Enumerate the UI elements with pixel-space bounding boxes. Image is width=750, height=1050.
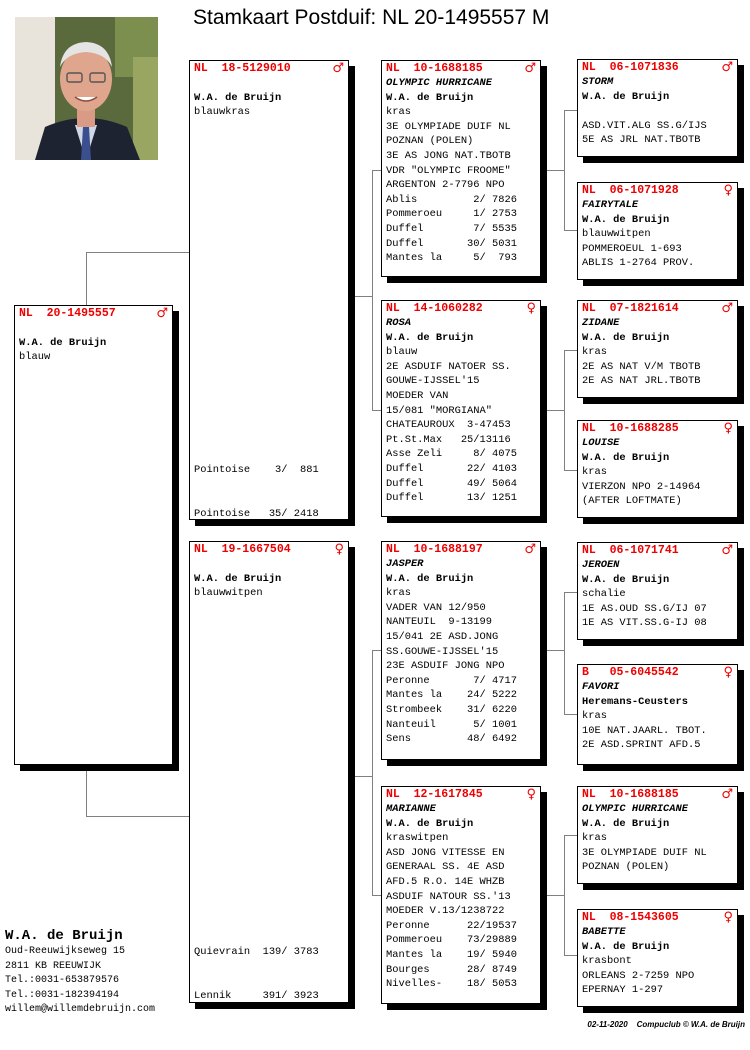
info-line: Strombeek 31/ 6220 (386, 703, 517, 716)
ring-number: NL 08-1543605 ♀ (582, 910, 733, 925)
sex-icon: ♂ (721, 60, 733, 75)
info-line: 1E AS.OUD SS.G/IJ 07 (582, 602, 707, 615)
owner-name: W.A. de Bruijn (582, 90, 670, 103)
info-line: Asse Zeli 8/ 4075 (386, 448, 517, 461)
info-line: ORLEANS 2-7259 NPO (582, 969, 695, 982)
sex-icon: ♀ (334, 542, 344, 557)
owner-name: W.A. de Bruijn (386, 817, 474, 830)
pigeon-card-sds[interactable] (577, 300, 738, 398)
pigeon-name: ROSA (386, 317, 411, 329)
connector (564, 592, 578, 593)
info-line: kras (386, 587, 411, 600)
pigeon-name: FAVORI (582, 681, 620, 693)
pigeon-name: ZIDANE (582, 317, 620, 329)
connector (564, 350, 565, 470)
info-line: 2E ASDUIF NATOER SS. (386, 360, 511, 373)
breeder-phone-2: Tel.:0031-182394194 (5, 989, 120, 1001)
info-line: GOUWE-IJSSEL'15 (386, 375, 480, 388)
pigeon-card-dsd[interactable] (577, 664, 738, 765)
info-line: Nanteuil 5/ 1001 (386, 718, 517, 731)
connector (86, 816, 190, 817)
owner-name: W.A. de Bruijn (386, 91, 474, 104)
info-line: kras (582, 466, 607, 479)
owner-name: W.A. de Bruijn (386, 572, 474, 585)
connector (564, 230, 578, 231)
info-line: 3E AS JONG NAT.TBOTB (386, 149, 511, 162)
info-line: NANTEUIL 9-13199 (386, 616, 493, 629)
pigeon-card-ddd[interactable] (577, 909, 738, 1007)
race-results (194, 434, 319, 520)
pigeon-card-sire-dam[interactable] (381, 300, 541, 517)
info-line: blauw (19, 351, 51, 364)
breeder-name: W.A. de Bruijn (5, 928, 123, 944)
pigeon-name (19, 321, 168, 336)
connector (564, 955, 578, 956)
connector (372, 650, 373, 895)
info-line: SS.GOUWE-IJSSEL'15 (386, 645, 499, 658)
info-line: ASD.VIT.ALG SS.G/IJS (582, 119, 707, 132)
result-line: Pointoise 3/ 881 (194, 464, 319, 477)
owner-name: W.A. de Bruijn (582, 213, 670, 226)
breeder-phone-1: Tel.:0031-653879576 (5, 975, 120, 987)
pigeon-name: MARIANNE (386, 803, 436, 815)
sex-icon: ♀ (526, 301, 536, 316)
info-line: 5E AS JRL NAT.TBOTB (582, 134, 701, 147)
info-line: ASD JONG VITESSE EN (386, 846, 505, 859)
info-line: ASDUIF NATOUR SS.'13 (386, 890, 511, 903)
breeder-email[interactable]: willem@willemdebruijn.com (5, 1004, 156, 1016)
info-line: ABLIS 1-2764 PROV. (582, 257, 695, 270)
owner-name: W.A. de Bruijn (582, 573, 670, 586)
info-line: VDR "OLYMPIC FROOME" (386, 164, 511, 177)
pigeon-card-sdd[interactable] (577, 420, 738, 518)
info-line: MOEDER VAN (386, 389, 449, 402)
info-line: blauwwitpen (582, 228, 651, 241)
connector (564, 470, 578, 471)
info-line: VADER VAN 12/950 (386, 601, 486, 614)
info-line: schalie (582, 588, 626, 601)
sex-icon: ♀ (723, 421, 733, 436)
info-line: Pommeroeu 73/29889 (386, 934, 517, 947)
info-line: 3E OLYMPIADE DUIF NL (386, 120, 511, 133)
info-line: POMMEROEUL 1-693 (582, 242, 682, 255)
footer-date: 02-11-2020 (587, 1020, 628, 1029)
pigeon-card-dss[interactable] (577, 542, 738, 640)
info-line: kras (582, 710, 607, 723)
info-line: Peronne 22/19537 (386, 919, 517, 932)
ring-number: NL 14-1060282 ♀ (386, 301, 536, 316)
info-line: kras (582, 832, 607, 845)
sex-icon: ♂ (332, 61, 344, 76)
info-line: blauwwitpen (194, 587, 263, 600)
connector (564, 350, 578, 351)
info-line: 2E AS NAT V/M TBOTB (582, 360, 701, 373)
pigeon-card-sire-sire[interactable] (381, 60, 541, 277)
connector (86, 252, 190, 253)
info-line: CHATEAUROUX 3-47453 (386, 419, 511, 432)
owner-name: W.A. de Bruijn (582, 817, 670, 830)
pigeon-card-dam-dam[interactable] (381, 786, 541, 1004)
owner-name: W.A. de Bruijn (19, 336, 107, 349)
sex-icon: ♂ (721, 301, 733, 316)
breeder-address: Oud-Reeuwijkseweg 15 (5, 946, 126, 957)
info-line: VIERZON NPO 2-14964 (582, 480, 701, 493)
ring-number: NL 06-1071928 ♀ (582, 183, 733, 198)
info-line: POZNAN (POLEN) (386, 135, 474, 148)
sex-icon: ♂ (524, 542, 536, 557)
sex-icon: ♀ (723, 910, 733, 925)
info-line: Sens 48/ 6492 (386, 733, 517, 746)
ring-number: NL 19-1667504 ♀ (194, 542, 344, 557)
result-line: Lennik 391/ 3923 (194, 989, 319, 1002)
ring-number: NL 10-1688285 ♀ (582, 421, 733, 436)
info-line: 1E AS VIT.SS.G-IJ 08 (582, 617, 707, 630)
pigeon-name: OLYMPIC HURRICANE (582, 803, 689, 815)
ring-number: NL 12-1617845 ♀ (386, 787, 536, 802)
connector (564, 110, 565, 230)
pigeon-card-dds[interactable] (577, 786, 738, 884)
pigeon-name: BABETTE (582, 926, 626, 938)
footer-credit: Compuclub © W.A. de Bruijn (636, 1020, 745, 1029)
info-line: Bourges 28/ 8749 (386, 963, 517, 976)
info-line: (AFTER LOFTMATE) (582, 495, 682, 508)
connector (355, 776, 373, 777)
info-line: Duffel 49/ 5064 (386, 477, 517, 490)
pigeon-card-ssd[interactable] (577, 182, 738, 280)
connector (355, 296, 373, 297)
pigeon-name: JEROEN (582, 559, 620, 571)
breeder-info (5, 927, 155, 1018)
ring-number: NL 06-1071741 ♂ (582, 543, 733, 558)
info-line: Mantes la 5/ 793 (386, 252, 517, 265)
connector (547, 170, 565, 171)
info-line: Mantes la 24/ 5222 (386, 689, 517, 702)
connector (564, 110, 578, 111)
info-line: Pt.St.Max 25/13116 (386, 433, 511, 446)
info-line: 15/081 "MORGIANA" (386, 404, 493, 417)
pigeon-card-sss[interactable] (577, 59, 738, 157)
info-line: kras (582, 346, 607, 359)
owner-name: W.A. de Bruijn (582, 940, 670, 953)
sex-icon: ♂ (721, 543, 733, 558)
info-line: blauwkras (194, 106, 251, 119)
connector (547, 650, 565, 651)
info-line: ARGENTON 2-7796 NPO (386, 179, 505, 192)
pigeon-name: LOUISE (582, 437, 620, 449)
info-line: 23E ASDUIF JONG NPO (386, 660, 505, 673)
info-line: 10E NAT.JAARL. TBOT. (582, 724, 707, 737)
connector (564, 835, 578, 836)
info-line: Ablis 2/ 7826 (386, 193, 517, 206)
ring-number: NL 06-1071836 ♂ (582, 60, 733, 75)
info-line: 15/041 2E ASD.JONG (386, 630, 499, 643)
footer (587, 1020, 745, 1029)
sex-icon: ♀ (723, 665, 733, 680)
result-line: Quievrain 139/ 3783 (194, 946, 319, 959)
page-title: Stamkaart Postduif: NL 20-1495557 M (193, 6, 550, 29)
pigeon-name: JASPER (386, 558, 424, 570)
connector (564, 714, 578, 715)
info-line: EPERNAY 1-297 (582, 984, 664, 997)
sex-icon: ♀ (526, 787, 536, 802)
sex-icon: ♂ (524, 61, 536, 76)
ring-number: NL 10-1688197 ♂ (386, 542, 536, 557)
info-line: Duffel 13/ 1251 (386, 492, 517, 505)
ring-number: NL 10-1688185 ♂ (582, 787, 733, 802)
connector (86, 252, 87, 306)
sex-icon: ♀ (723, 183, 733, 198)
owner-name: Heremans-Ceusters (582, 695, 689, 708)
race-results (194, 916, 319, 1003)
info-line (582, 104, 733, 119)
ring-number: B 05-6045542 ♀ (582, 665, 733, 680)
info-line: krasbont (582, 955, 632, 968)
pigeon-card-sire[interactable] (189, 60, 349, 520)
pigeon-card-dam-sire[interactable] (381, 541, 541, 760)
info-line: AFD.5 R.O. 14E WHZB (386, 875, 505, 888)
info-line: kras (386, 106, 411, 119)
info-line: 2E AS NAT JRL.TBOTB (582, 375, 701, 388)
pigeon-card-dam[interactable] (189, 541, 349, 1003)
ring-number: NL 07-1821614 ♂ (582, 301, 733, 316)
pigeon-name (194, 76, 344, 91)
info-line: Mantes la 19/ 5940 (386, 948, 517, 961)
connector (86, 770, 87, 816)
pigeon-name: FAIRYTALE (582, 199, 639, 211)
ring-number: NL 18-5129010 ♂ (194, 61, 344, 76)
info-line: Duffel 22/ 4103 (386, 462, 517, 475)
info-line: Duffel 7/ 5535 (386, 222, 517, 235)
pigeon-name: STORM (582, 76, 614, 88)
connector (564, 835, 565, 955)
connector (564, 592, 565, 714)
owner-name: W.A. de Bruijn (194, 91, 282, 104)
info-line: Peronne 7/ 4717 (386, 674, 517, 687)
info-line: GENERAAL SS. 4E ASD (386, 861, 505, 874)
connector (547, 410, 565, 411)
owner-name: W.A. de Bruijn (194, 572, 282, 585)
pigeon-card-subject[interactable] (14, 305, 173, 765)
owner-name: W.A. de Bruijn (582, 331, 670, 344)
info-line: Pommeroeu 1/ 2753 (386, 208, 517, 221)
info-line: kraswitpen (386, 832, 449, 845)
info-line: 3E OLYMPIADE DUIF NL (582, 846, 707, 859)
pigeon-name (194, 557, 344, 572)
breeder-city: 2811 KB REEUWIJK (5, 960, 102, 972)
pigeon-name: OLYMPIC HURRICANE (386, 77, 493, 89)
owner-name: W.A. de Bruijn (386, 331, 474, 344)
info-line: POZNAN (POLEN) (582, 861, 670, 874)
connector (372, 170, 373, 410)
ring-number: NL 20-1495557 ♂ (19, 306, 168, 321)
sex-icon: ♂ (156, 306, 168, 321)
sex-icon: ♂ (721, 787, 733, 802)
owner-name: W.A. de Bruijn (582, 451, 670, 464)
result-line: Pointoise 35/ 2418 (194, 507, 319, 520)
connector (547, 895, 565, 896)
info-line: Duffel 30/ 5031 (386, 237, 517, 250)
ring-number: NL 10-1688185 ♂ (386, 61, 536, 76)
info-line: Nivelles- 18/ 5053 (386, 978, 517, 991)
info-line: blauw (386, 346, 418, 359)
info-line: MOEDER V.13/1238722 (386, 905, 505, 918)
info-line: 2E ASD.SPRINT AFD.5 (582, 739, 701, 752)
breeder-photo (15, 17, 158, 160)
